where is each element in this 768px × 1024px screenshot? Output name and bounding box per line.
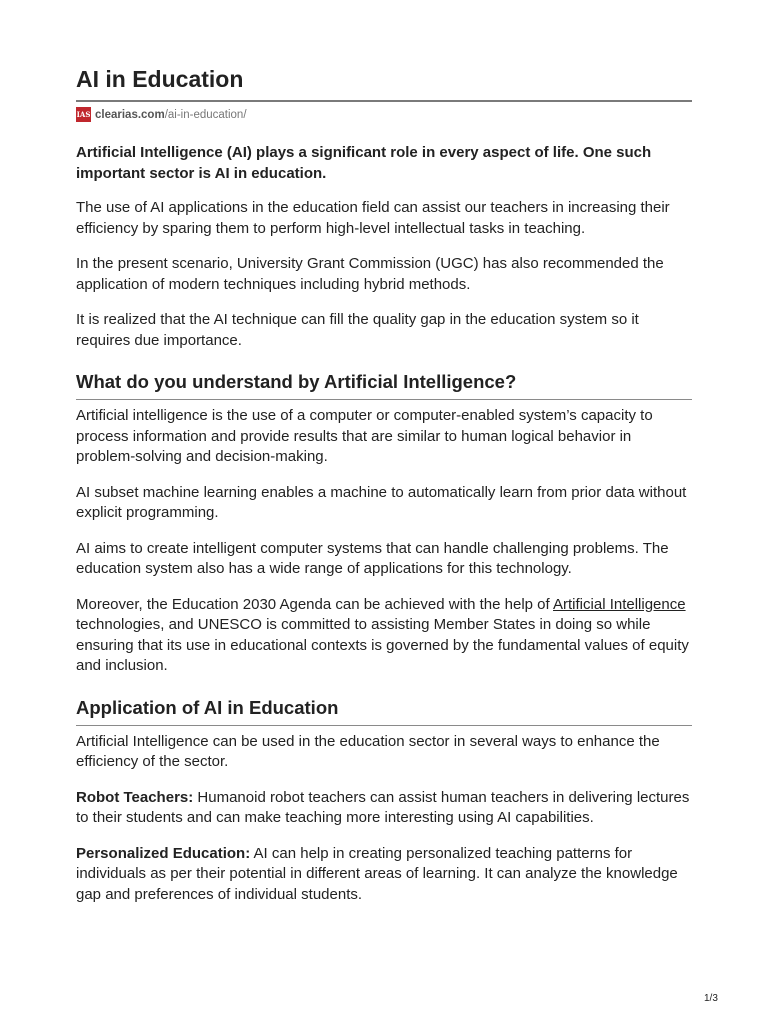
robot-teachers-paragraph: [76, 788, 692, 829]
definition-paragraph-2: AI subset machine learning enables a machine to automatically learn from prior data without explicit programming.: [76, 483, 687, 521]
source-domain[interactable]: clearias.com: [95, 108, 165, 121]
section-heading-ai-definition: What do you understand by Artificial Intelligence?: [76, 371, 692, 400]
robot-teachers-label: Robot Teachers:: [76, 788, 194, 806]
source-link[interactable]: [76, 107, 247, 122]
artificial-intelligence-link[interactable]: Artificial Intelligence: [553, 595, 686, 613]
p4-text-before: Moreover, the Education 2030 Agenda can be achieved with the help of: [76, 595, 554, 613]
personalized-education-label: Personalized Education:: [76, 844, 251, 862]
article-body: [76, 143, 692, 920]
title-divider: [76, 100, 692, 102]
source-path[interactable]: /ai-in-education/: [164, 108, 247, 121]
personalized-education-text: AI can help in creating personalized teaching patterns for individuals as per their potential in different areas of learning. It can analyze the knowledge gap and preferences of individual students.: [76, 844, 678, 903]
definition-paragraph-3: AI aims to create intelligent computer systems that can handle challenging problems. The education system also has a wide range of applications for this technology.: [76, 539, 669, 577]
robot-teachers-text: Humanoid robot teachers can assist human teachers in delivering lectures to their students and can make teaching more interesting using AI capabilities.: [76, 788, 690, 826]
p4-text-after: technologies, and UNESCO is committed to assisting Member States in doing so while ensuring that its use in educational contexts is governed by the fundamental values of equity and inclusion.: [76, 616, 689, 674]
applications-paragraph-1: Artificial Intelligence can be used in the education sector in several ways to enhance the efficiency of the sector.: [76, 732, 660, 770]
intro-paragraph-2: In the present scenario, University Grant Commission (UGC) has also recommended the application of modern techniques including hybrid methods.: [76, 255, 664, 293]
lead-paragraph: Artificial Intelligence (AI) plays a significant role in every aspect of life. One such important sector is AI in education.: [76, 144, 652, 182]
definition-paragraph-4: [76, 595, 692, 677]
clearias-logo-icon: IAS: [76, 107, 91, 122]
page-title: AI in Education: [76, 66, 244, 92]
definition-paragraph-1: Artificial intelligence is the use of a computer or computer-enabled system’s capacity to process information and provide results that are similar to human logical behavior in problem-solving and decision-making.: [76, 407, 653, 465]
section-heading-applications: Application of AI in Education: [76, 697, 692, 726]
intro-paragraph-1: The use of AI applications in the education field can assist our teachers in increasing their efficiency by sparing them to perform high-level intellectual tasks in teaching.: [76, 199, 670, 237]
page-number: 1/3: [704, 993, 718, 1004]
personalized-education-paragraph: [76, 844, 692, 906]
intro-paragraph-3: It is realized that the AI technique can fill the quality gap in the education system so it requires due importance.: [76, 311, 639, 349]
